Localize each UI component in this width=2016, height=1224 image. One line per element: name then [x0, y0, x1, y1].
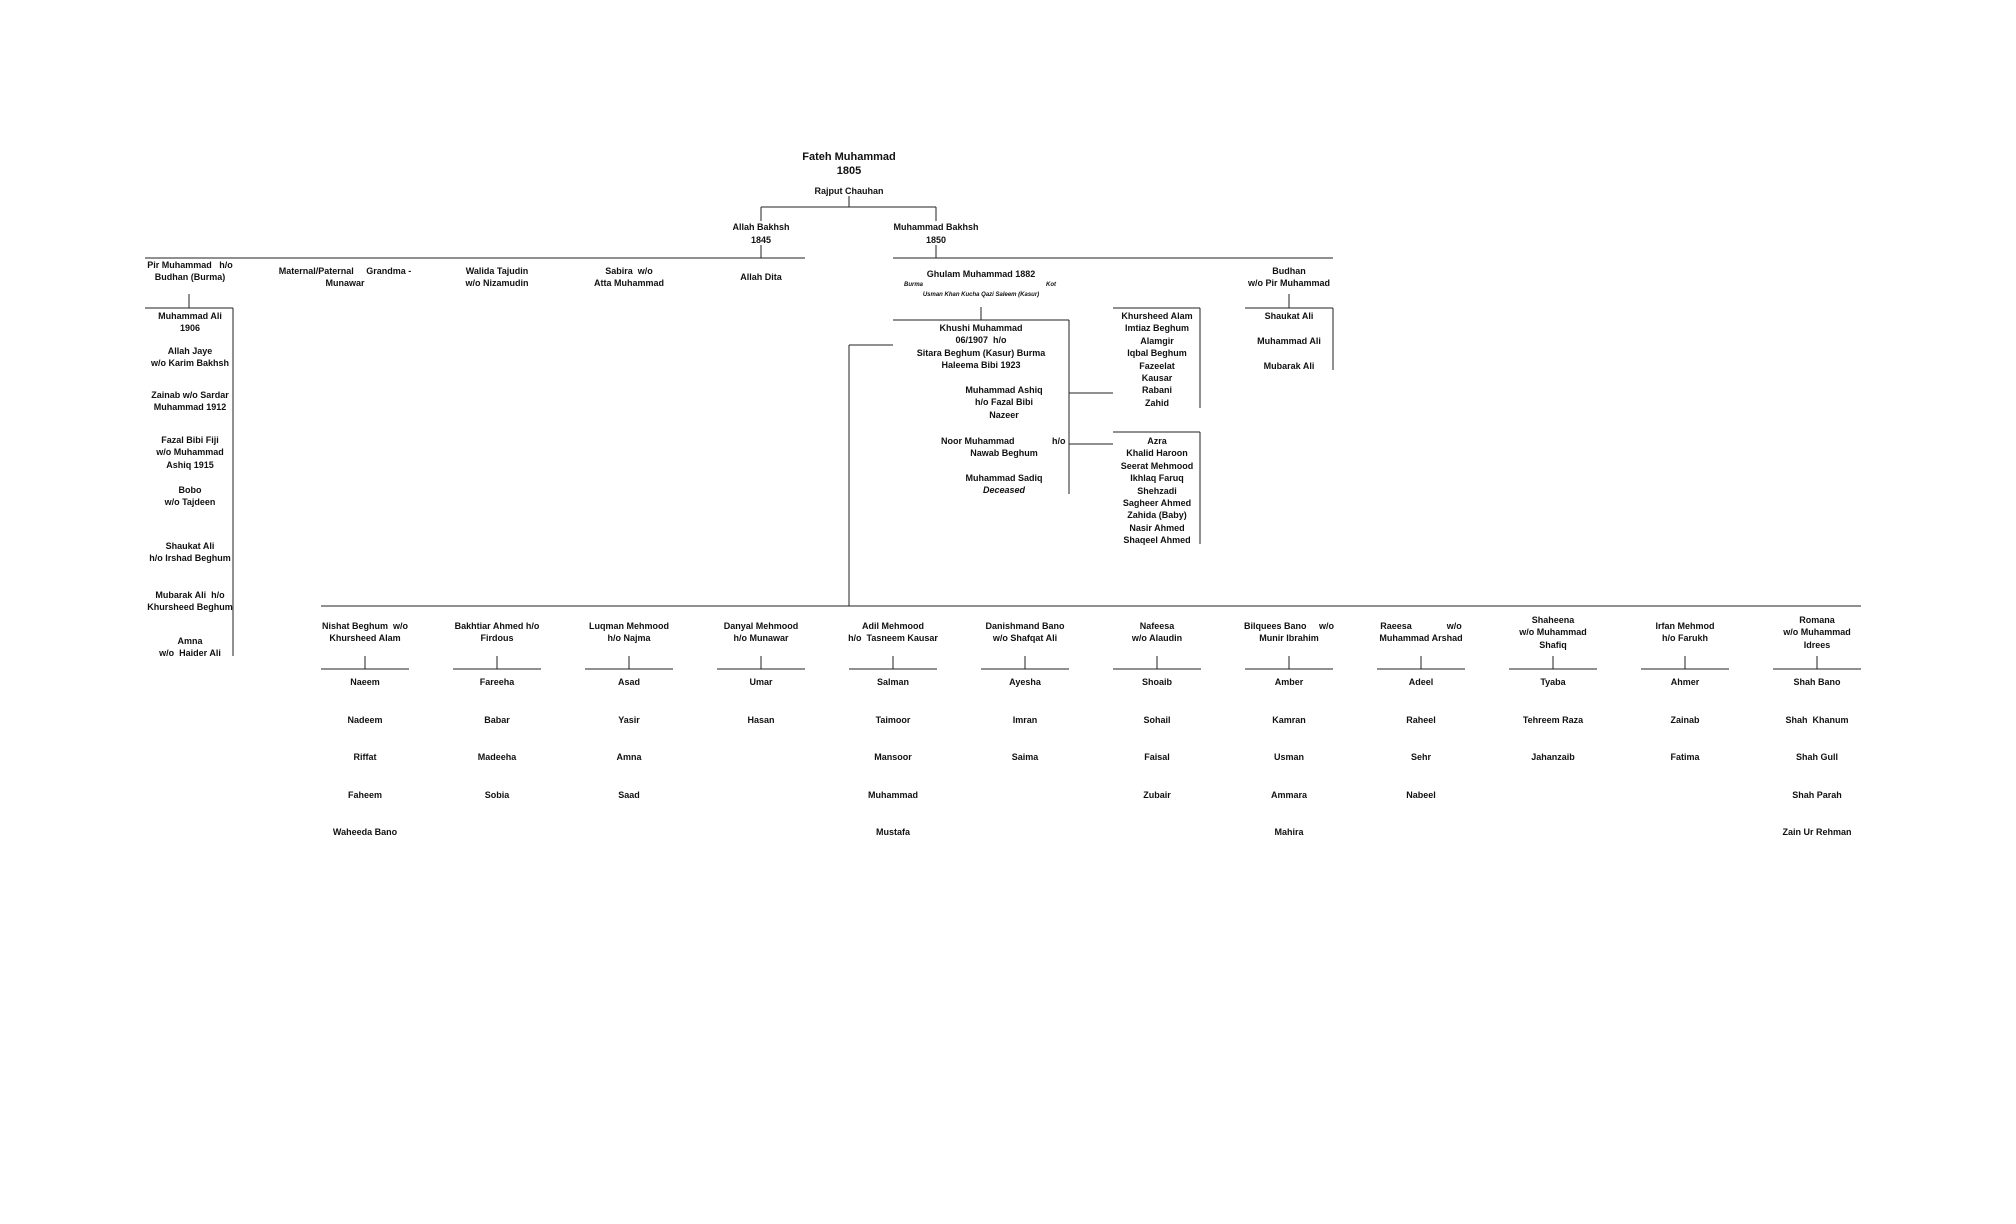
- family-parent: Irfan Mehmod h/o Farukh: [1655, 621, 1715, 644]
- status-deceased: Deceased: [982, 485, 1026, 495]
- child-babar: Babar: [484, 714, 510, 725]
- person-pir-child: Zainab w/o Sardar Muhammad 1912: [151, 390, 229, 413]
- family-parent: Danyal Mehmood h/o Munawar: [723, 621, 799, 644]
- child-sohail: Sohail: [1143, 714, 1171, 725]
- family-parent: Nishat Beghum w/o Khursheed Alam: [321, 621, 408, 644]
- person-noor-muhammad: Noor Muhammad: [941, 436, 1015, 446]
- child-zain-ur-rehman: Zain Ur Rehman: [1782, 827, 1852, 837]
- child-usman: Usman: [1273, 752, 1304, 762]
- person-muhammad-bakhsh-year: 1850: [925, 235, 947, 245]
- child-ahmer: Ahmer: [1670, 677, 1700, 687]
- child-zubair: Zubair: [1143, 789, 1171, 800]
- child-waheeda-bano: Waheeda Bano: [332, 827, 398, 837]
- family-parent: Romana w/o Muhammad Idrees: [1783, 615, 1851, 650]
- person-grandma-munawar: Maternal/Paternal Grandma - Munawar: [278, 266, 412, 289]
- person-mubarak-ali: Mubarak Ali: [1263, 361, 1315, 371]
- child-nadeem: Nadeem: [347, 714, 383, 725]
- person-khushi-muhammad: Khushi Muhammad 06/1907 h/o Sitara Beghum (Kasur) Burma Haleema Bibi 1923: [916, 323, 1046, 371]
- child-taimoor: Taimoor: [875, 714, 911, 725]
- person-muhammad-ashiq: Muhammad Ashiq h/o Fazal Bibi Nazeer: [965, 385, 1043, 420]
- root-year: 1805: [836, 165, 862, 177]
- person-pir-child: Allah Jaye w/o Karim Bakhsh: [150, 346, 230, 369]
- person-pir-child: Bobo w/o Tajdeen: [164, 485, 216, 508]
- child-tyaba: Tyaba: [1540, 677, 1566, 687]
- child-mustafa: Mustafa: [875, 827, 910, 837]
- child-riffat: Riffat: [353, 752, 377, 762]
- child-raheel: Raheel: [1406, 714, 1436, 725]
- person-fazeelat: Fazeelat: [1139, 360, 1175, 371]
- person-muhammad-sadiq: Muhammad Sadiq: [965, 473, 1043, 483]
- child-ammara: Ammara: [1270, 789, 1308, 800]
- person-iqbal-beghum: Iqbal Beghum: [1127, 348, 1187, 359]
- person-alamgir: Alamgir: [1140, 335, 1174, 346]
- child-jahanzaib: Jahanzaib: [1531, 752, 1575, 762]
- person-imtiaz-beghum: Imtiaz Beghum: [1124, 323, 1189, 334]
- family-parent: Bilquees Bano w/o Munir Ibrahim: [1243, 621, 1334, 644]
- child-shoaib: Shoaib: [1141, 677, 1172, 687]
- child-imran: Imran: [1012, 714, 1038, 725]
- child-amber: Amber: [1274, 677, 1304, 687]
- child-amna: Amna: [616, 752, 642, 762]
- child-nabeel: Nabeel: [1406, 789, 1436, 800]
- child-faheem: Faheem: [347, 789, 382, 800]
- person-zahid: Zahid: [1145, 397, 1169, 408]
- person-shaqeel-ahmed: Shaqeel Ahmed: [1123, 535, 1191, 546]
- child-yasir: Yasir: [618, 714, 640, 725]
- child-adeel: Adeel: [1408, 677, 1434, 687]
- root-caste: Rajput Chauhan: [814, 186, 884, 196]
- person-pir-child: Amna w/o Haider Ali: [159, 636, 221, 659]
- child-saad: Saad: [618, 789, 640, 800]
- child-tehreem-raza: Tehreem Raza: [1522, 714, 1584, 725]
- child-asad: Asad: [617, 677, 640, 687]
- person-khalid-haroon: Khalid Haroon: [1126, 448, 1188, 459]
- person-nasir-ahmed: Nasir Ahmed: [1129, 522, 1185, 533]
- child-shah-gull: Shah Gull: [1795, 752, 1838, 762]
- child-fatima: Fatima: [1670, 752, 1700, 762]
- person-pir-child: Fazal Bibi Fiji w/o Muhammad Ashiq 1915: [156, 435, 224, 470]
- person-shehzadi: Shehzadi: [1137, 485, 1177, 496]
- person-pir-child: Shaukat Ali h/o Irshad Beghum: [149, 541, 231, 564]
- child-shah-khanum: Shah Khanum: [1785, 714, 1849, 725]
- family-parent: Luqman Mehmood h/o Najma: [589, 621, 669, 644]
- child-madeeha: Madeeha: [477, 752, 517, 762]
- child-saima: Saima: [1011, 752, 1039, 762]
- person-walida-tajudin: Walida Tajudin w/o Nizamudin: [465, 266, 529, 289]
- child-mansoor: Mansoor: [874, 752, 912, 762]
- person-pir-child: Muhammad Ali 1906: [158, 311, 222, 334]
- child-shah-parah: Shah Parah: [1792, 789, 1842, 800]
- person-pir-muhammad: Pir Muhammad h/o Budhan (Burma): [147, 260, 233, 283]
- family-parent: Bakhtiar Ahmed h/o Firdous: [454, 621, 540, 644]
- family-parent: Adil Mehmood h/o Tasneem Kausar: [848, 621, 938, 644]
- family-parent: Shaheena w/o Muhammad Shafiq: [1519, 615, 1587, 650]
- family-parent: Raeesa w/o Muhammad Arshad: [1379, 621, 1463, 644]
- child-muhammad: Muhammad: [867, 789, 918, 800]
- root-name: Fateh Muhammad: [802, 151, 896, 163]
- person-pir-child: Mubarak Ali h/o Khursheed Beghum: [147, 590, 233, 613]
- child-shah-bano: Shah Bano: [1793, 677, 1841, 687]
- family-parent: Nafeesa w/o Alaudin: [1131, 621, 1183, 644]
- label-burma: Burma: [904, 282, 924, 288]
- child-sobia: Sobia: [484, 789, 510, 800]
- person-kausar: Kausar: [1141, 373, 1173, 383]
- person-sagheer-ahmed: Sagheer Ahmed: [1122, 498, 1192, 508]
- child-ayesha: Ayesha: [1009, 677, 1041, 687]
- person-seerat-mehmood: Seerat Mehmood: [1120, 460, 1194, 471]
- person-azra: Azra: [1147, 436, 1167, 446]
- child-naeem: Naeem: [350, 677, 380, 687]
- person-ghulam-muhammad: Ghulam Muhammad 1882: [926, 269, 1036, 279]
- person-sabira: Sabira w/o Atta Muhammad: [593, 266, 664, 289]
- child-faisal: Faisal: [1144, 752, 1170, 762]
- person-rabani: Rabani: [1141, 385, 1172, 396]
- person-ikhlaq-faruq: Ikhlaq Faruq: [1130, 473, 1184, 484]
- child-fareeha: Fareeha: [479, 677, 515, 687]
- person-muhammad-bakhsh-name: Muhammad Bakhsh: [893, 222, 979, 232]
- address-kasur: Usman Khan Kucha Qazi Saleem (Kasur): [922, 292, 1040, 298]
- person-allah-dita: Allah Dita: [740, 272, 782, 282]
- person-khursheed-alam: Khursheed Alam: [1121, 311, 1193, 321]
- child-zainab: Zainab: [1670, 714, 1700, 725]
- child-hasan: Hasan: [747, 714, 775, 725]
- child-sehr: Sehr: [1410, 752, 1431, 762]
- person-muhammad-ali: Muhammad Ali: [1257, 336, 1321, 346]
- person-zahida-baby: Zahida (Baby): [1127, 510, 1187, 521]
- person-allah-bakhsh-year: 1845: [750, 235, 772, 245]
- person-budhan: Budhan w/o Pir Muhammad: [1247, 266, 1330, 289]
- person-shaukat-ali: Shaukat Ali: [1264, 311, 1314, 321]
- label-kot: Kot: [1046, 282, 1056, 288]
- child-kamran: Kamran: [1272, 714, 1306, 725]
- child-mahira: Mahira: [1274, 827, 1304, 837]
- child-salman: Salman: [876, 677, 909, 687]
- family-parent: Danishmand Bano w/o Shafqat Ali: [985, 621, 1065, 644]
- person-allah-bakhsh-name: Allah Bakhsh: [732, 222, 790, 232]
- child-umar: Umar: [749, 677, 773, 687]
- person-nawab-beghum: Nawab Beghum: [970, 448, 1038, 458]
- noor-ho-label: h/o: [1052, 436, 1066, 446]
